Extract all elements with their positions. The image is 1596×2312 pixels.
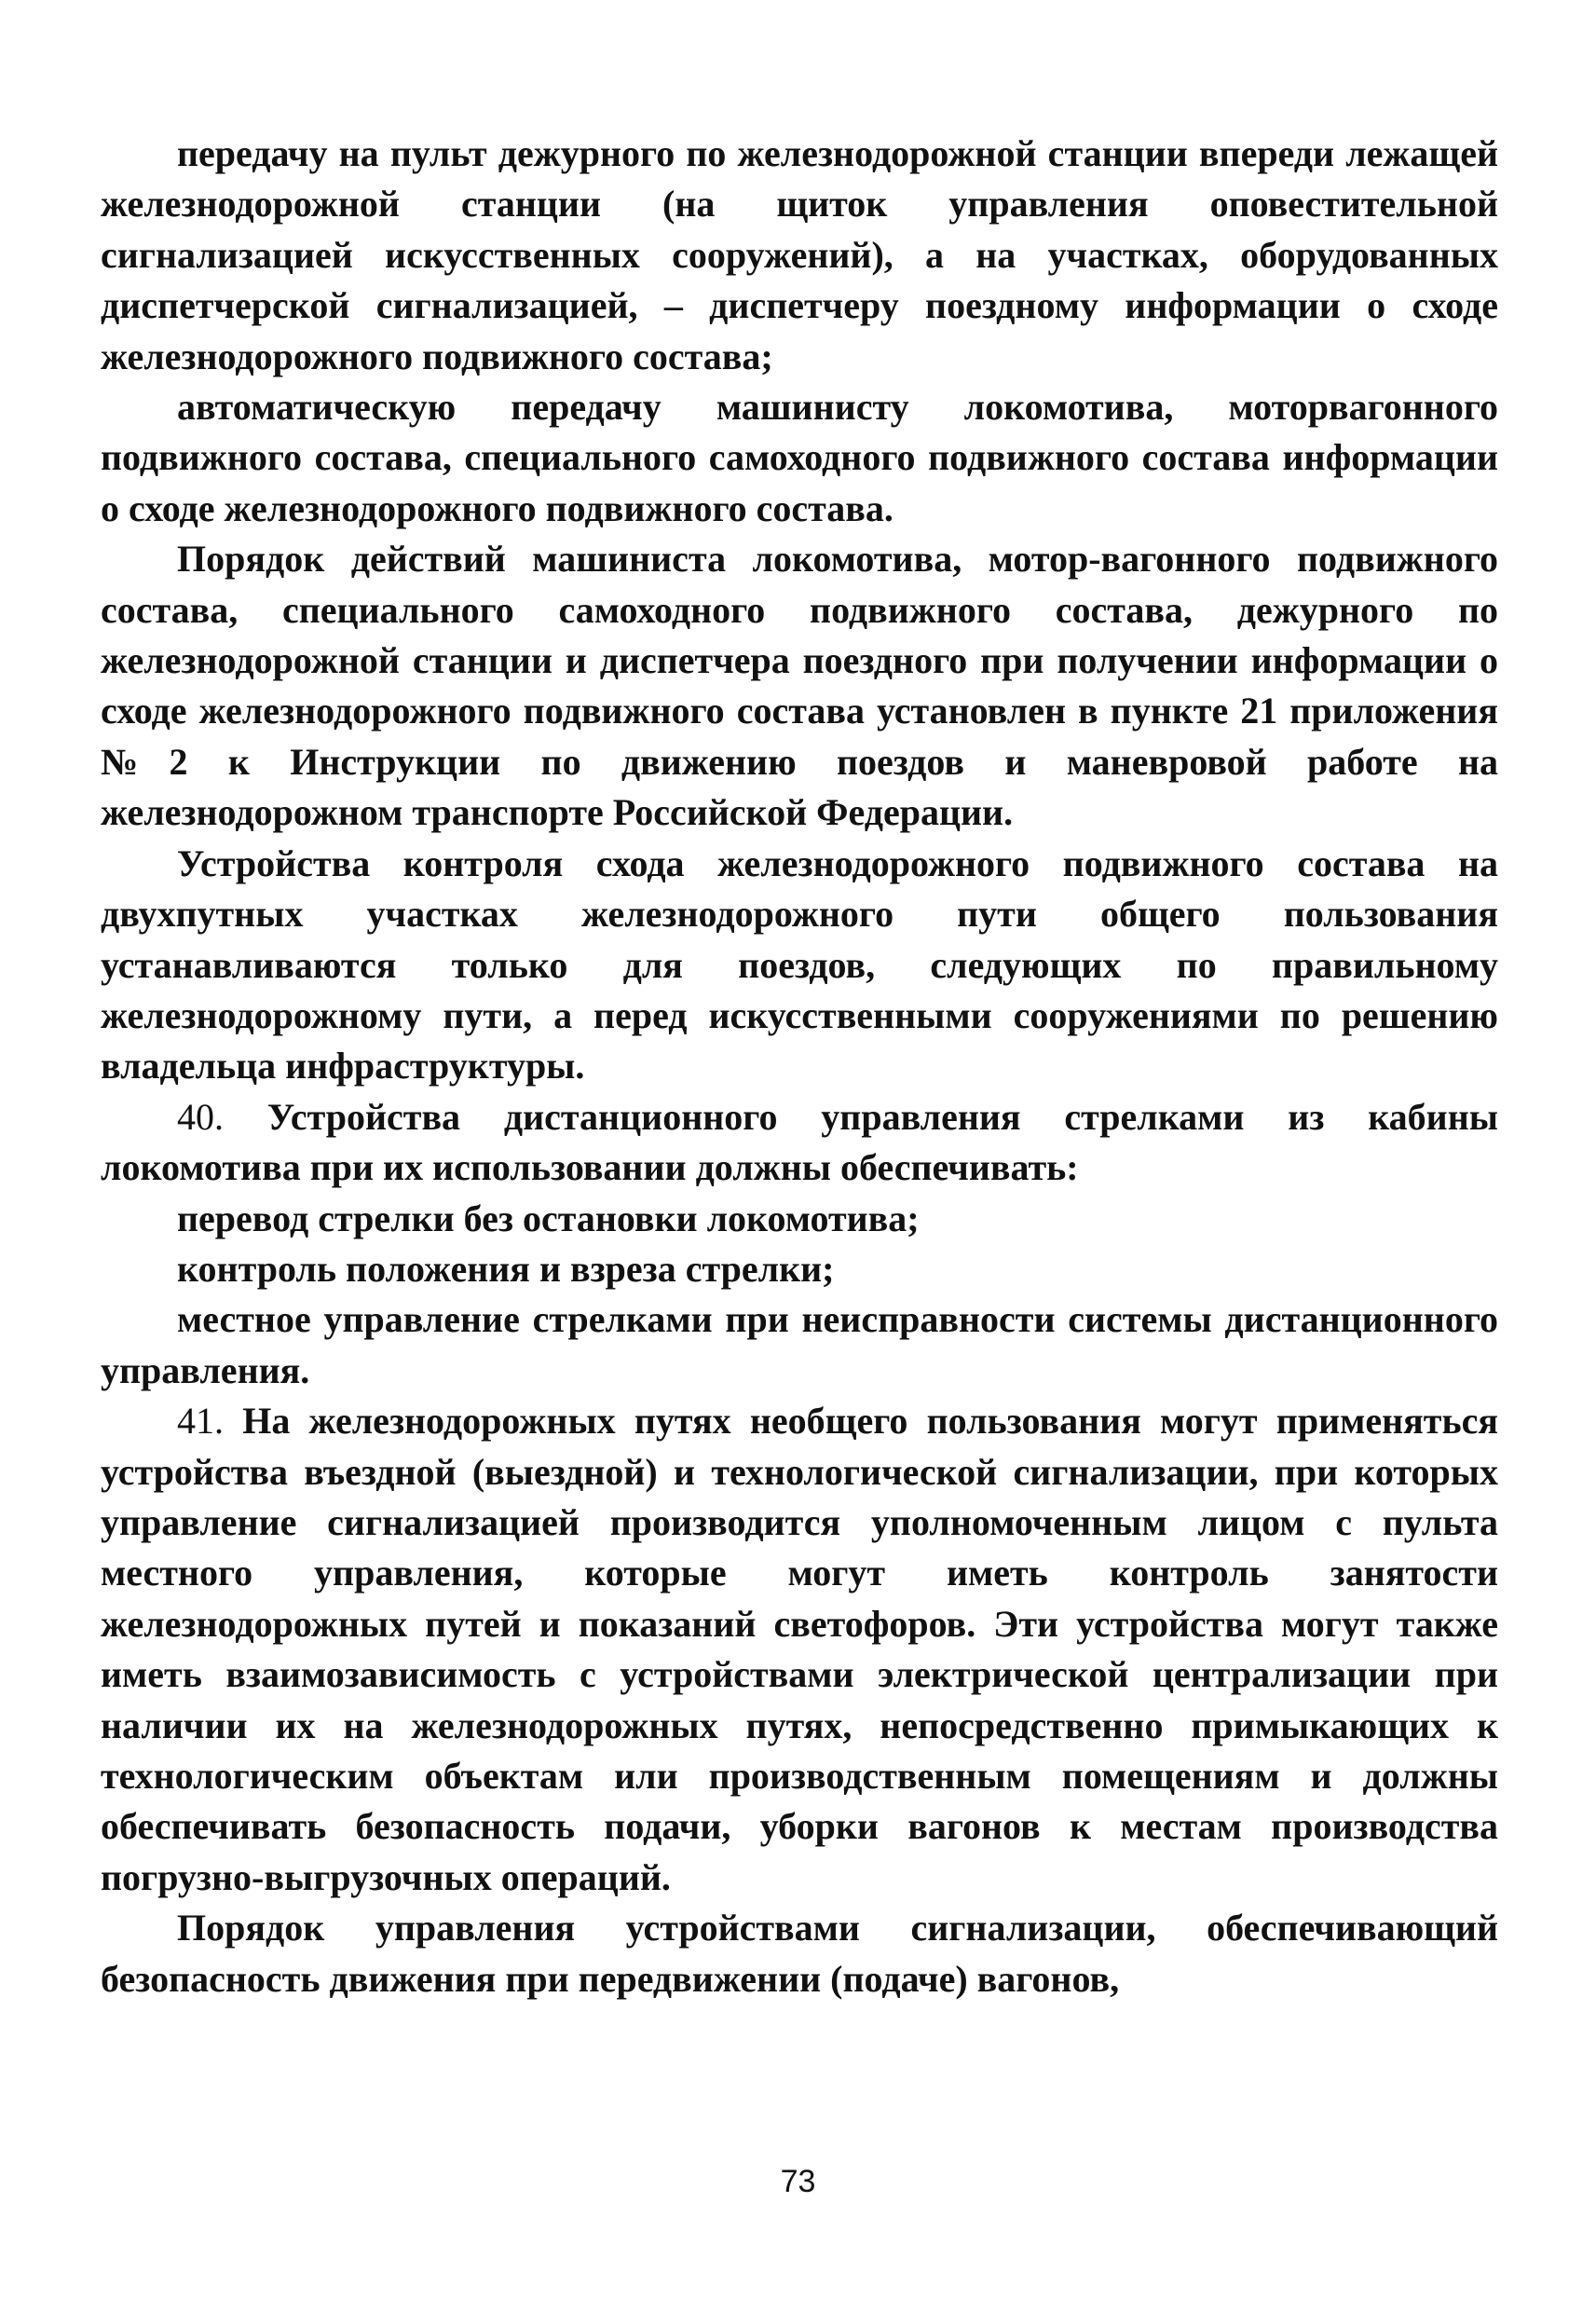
paragraph-1-text: передачу на пульт дежурного по железнодорожной станции впереди лежащей железнодорожной станции (на щиток управления оповестительной сигнализацией искусственных сооружений), а на участках, оборудованных диспетчерской сигнализацией, – диспетчеру поездному информации о сходе железнодорожного подвижного состава;	[101, 132, 1498, 377]
paragraph-6	[101, 1194, 1498, 1244]
clause-number-41: 41.	[177, 1400, 224, 1443]
paragraph-2	[101, 382, 1498, 534]
paragraph-7-text: контроль положения и взреза стрелки;	[177, 1247, 835, 1290]
clause-number-40: 40.	[177, 1095, 224, 1138]
paragraph-8	[101, 1294, 1498, 1396]
paragraph-8-text: местное управление стрелками при неисправности системы дистанционного управления.	[101, 1298, 1498, 1391]
paragraph-7	[101, 1244, 1498, 1294]
paragraph-10	[101, 1903, 1498, 2004]
page-number: 73	[780, 2164, 816, 2199]
paragraph-4-text: Устройства контроля схода железнодорожного подвижного состава на двухпутных участках железнодорожного пути общего пользования устанавливаются только для поездов, следующих по правильному железнодорожному пути, а перед искусственными сооружениями по решению владельца инфраструктуры.	[101, 841, 1498, 1088]
paragraph-1	[101, 129, 1498, 382]
page-body	[101, 129, 1498, 2004]
paragraph-10-text: Порядок управления устройствами сигнализации, обеспечивающий безопасность движения при передвижении (подаче) вагонов,	[101, 1907, 1498, 2000]
paragraph-4	[101, 839, 1498, 1092]
paragraph-6-text: перевод стрелки без остановки локомотива;	[177, 1197, 920, 1239]
paragraph-9-text: На железнодорожных путях необщего пользования могут применяться устройства въездной (выездной) и технологической сигнализации, при которых управление сигнализацией производится уполномоченным лицом с пульта местного управления, которые могут иметь контроль занятости железнодорожных путей и показаний светофоров. Эти устройства могут также иметь взаимозависимость с устройствами электрической централизации при наличии их на железнодорожных путях, непосредственно примыкающих к технологическим объектам или производственным помещениям и должны обеспечивать безопасность подачи, уборки вагонов к местам производства погрузно-выгрузочных операций.	[101, 1400, 1499, 1898]
paragraph-5-text: Устройства дистанционного управления стрелками из кабины локомотива при их использовании должны обеспечивать:	[101, 1095, 1498, 1189]
paragraph-5	[101, 1092, 1498, 1194]
paragraph-2-text: автоматическую передачу машинисту локомотива, моторвагонного подвижного состава, специального самоходного подвижного состава информации о сходе железнодорожного подвижного состава.	[101, 386, 1498, 529]
paragraph-3	[101, 534, 1498, 838]
paragraph-9	[101, 1396, 1498, 1903]
paragraph-3-text: Порядок действий машиниста локомотива, мотор-вагонного подвижного состава, специального самоходного подвижного состава, дежурного по железнодорожной станции и диспетчера поездного при получении информации о сходе железнодорожного подвижного состава установлен в пункте 21 приложения №2 к Инструкции по движению поездов и маневровой работе на железнодорожном транспорте Российской Федерации.	[101, 538, 1498, 834]
